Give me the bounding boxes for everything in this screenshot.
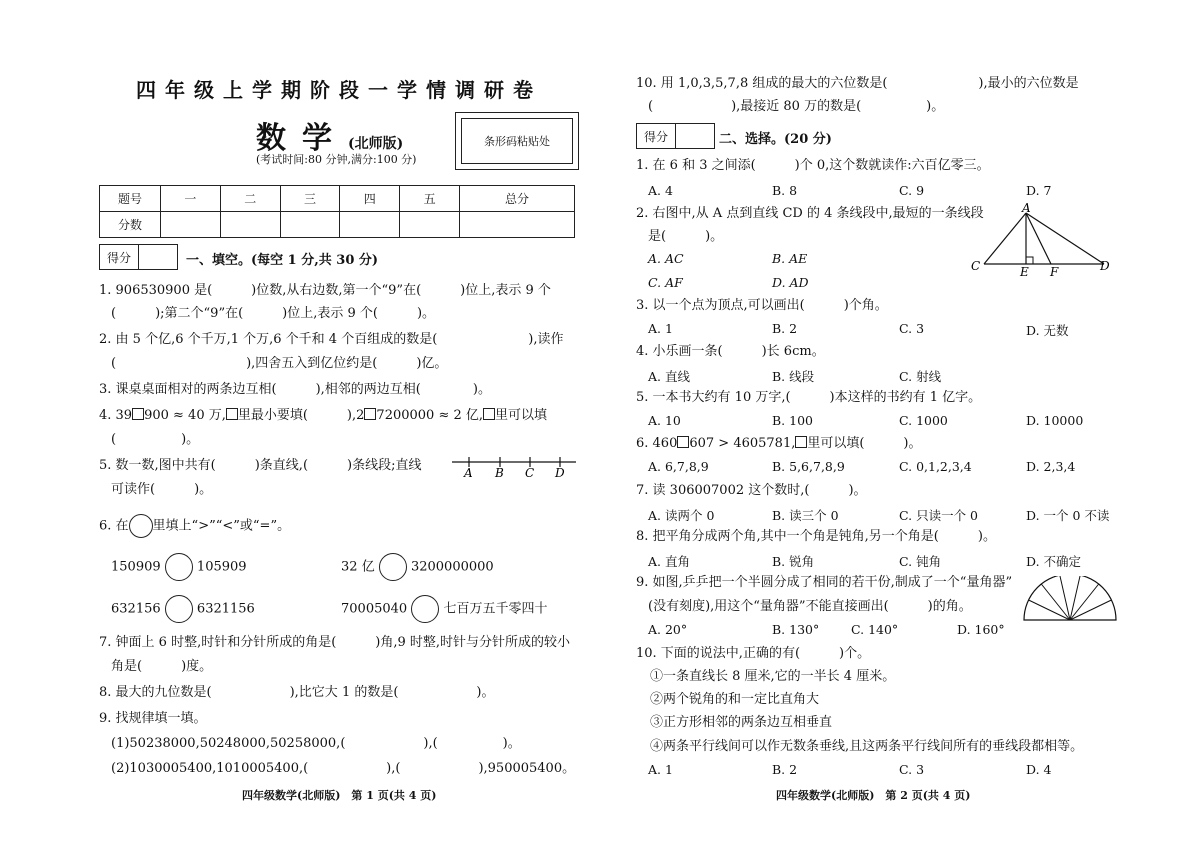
q6-part: 里填上“>”“<”或“=”。 (152, 518, 291, 534)
option-b[interactable]: B. AE (772, 251, 808, 266)
compare-left: 70005040 (341, 601, 408, 617)
option-c[interactable]: C. 3 (899, 762, 925, 777)
option-b[interactable]: B. 锐角 (772, 554, 815, 569)
section2-title: 二、选择。(20 分) (719, 132, 832, 147)
q3: 3. 课桌桌面相对的两条边互相( ),相邻的两边互相( )。 (99, 382, 491, 397)
score-cell[interactable] (340, 212, 400, 238)
circle-icon (129, 514, 153, 538)
q4-line2: ( )。 (111, 432, 200, 447)
q10-fill-line2: ( ),最接近 80 万的数是( )。 (648, 99, 945, 114)
option-d[interactable]: D. 160° (957, 622, 1005, 637)
compare-left: 632156 (111, 601, 161, 617)
statement-3: ③正方形相邻的两条边互相垂直 (650, 715, 833, 730)
defen-label: 得分 (637, 124, 676, 148)
option-b[interactable]: B. 130° (772, 622, 820, 637)
box-icon (677, 436, 689, 448)
option-d[interactable]: D. 4 (1026, 762, 1052, 777)
page-footer: 四年级数学(北师版) 第 1 页(共 4 页) (242, 789, 437, 802)
option-a[interactable]: A. 1 (648, 762, 673, 777)
choice-q3: 3. 以一个点为顶点,可以画出( )个角。 (636, 298, 888, 313)
point-label: E (1020, 265, 1029, 278)
q6-part: 6. 在 (99, 518, 129, 534)
score-table-label: 题号 (100, 186, 161, 212)
option-c[interactable]: C. 140° (851, 622, 899, 637)
option-c[interactable]: C. 1000 (899, 413, 948, 428)
q4-line1 (99, 407, 547, 425)
score-table-label: 分数 (100, 212, 161, 238)
score-cell[interactable] (280, 212, 340, 238)
box-icon (483, 408, 495, 420)
statement-4: ④两条平行线间可以作无数条垂线,且这两条平行线间所有的垂线段都相等。 (650, 739, 1084, 754)
choice-q4: 4. 小乐画一条( )长 6cm。 (636, 344, 825, 359)
option-b[interactable]: B. 8 (772, 183, 798, 198)
q4-part: 里最小要填( ),2 (237, 408, 365, 423)
q5-line1: 5. 数一数,图中共有( )条直线,( )条线段;直线 (99, 458, 422, 473)
option-d[interactable]: D. 一个 0 不读 (1026, 508, 1110, 523)
point-label: A (464, 466, 473, 478)
choice-q2-line2: 是( )。 (648, 229, 724, 244)
protractor-figure (1020, 576, 1120, 624)
option-a[interactable]: A. 直线 (648, 369, 690, 384)
barcode-area (455, 112, 579, 170)
box-icon (226, 408, 238, 420)
option-d[interactable]: D. AD (772, 275, 809, 290)
option-a[interactable]: A. 20° (648, 622, 688, 637)
barcode-label: 条形码粘贴处 (461, 118, 573, 164)
defen-blank[interactable] (676, 124, 714, 148)
option-b[interactable]: B. 5,6,7,8,9 (772, 459, 845, 474)
choice-q5: 5. 一本书大约有 10 万字,( )本这样的书约有 1 亿字。 (636, 390, 982, 405)
compare-circle[interactable] (379, 553, 407, 581)
point-label: D (555, 466, 565, 478)
box-icon (795, 436, 807, 448)
compare-right: 6321156 (196, 601, 255, 617)
compare-left: 150909 (111, 559, 161, 575)
option-a[interactable]: A. 直角 (648, 554, 690, 569)
option-c[interactable]: C. 3 (899, 321, 925, 336)
score-col-1: 一 (161, 186, 221, 212)
choice-q6 (636, 435, 922, 453)
q6-part: 6. 460 (636, 436, 678, 451)
option-d[interactable]: D. 无数 (1026, 323, 1069, 338)
option-d[interactable]: D. 不确定 (1026, 554, 1082, 569)
segment-ac (984, 213, 1026, 264)
q2-line1: 2. 由 5 个亿,6 个千万,1 个万,6 个千和 4 个百组成的数是( ),读作 (99, 332, 564, 347)
option-b[interactable]: B. 线段 (772, 369, 815, 384)
q7-line2: 角是( )度。 (111, 659, 213, 674)
score-cell[interactable] (161, 212, 221, 238)
option-d[interactable]: D. 2,3,4 (1026, 459, 1076, 474)
q4-part: 900 ≈ 40 万, (144, 408, 226, 423)
defen-box (636, 123, 715, 149)
score-table (99, 185, 575, 238)
score-cell[interactable] (220, 212, 280, 238)
score-col-5: 五 (400, 186, 460, 212)
section1-title: 一、填空。(每空 1 分,共 30 分) (186, 253, 379, 268)
point-label: A (1022, 202, 1031, 215)
choice-q10: 10. 下面的说法中,正确的有( )个。 (636, 646, 871, 661)
compare-item (111, 595, 255, 623)
option-c[interactable]: C. AF (648, 275, 683, 290)
compare-item (111, 553, 247, 581)
q4-part: 4. 39 (99, 408, 133, 423)
edition-label: (北师版) (348, 136, 404, 152)
q6-part: 里可以填( )。 (807, 436, 922, 451)
defen-box (99, 244, 178, 270)
statement-1: ①一条直线长 8 厘米,它的一半长 4 厘米。 (650, 669, 896, 684)
option-d[interactable]: D. 7 (1026, 183, 1052, 198)
q9: 9. 找规律填一填。 (99, 711, 207, 726)
exam-title: 四年级上学期阶段一学情调研卷 (136, 78, 542, 102)
statement-2: ②两个锐角的和一定比直角大 (650, 692, 820, 707)
q9-sub2: (2)1030005400,1010005400,( ),( ),950005400。 (111, 761, 576, 776)
compare-right: 3200000000 (410, 559, 494, 575)
point-label: C (525, 466, 535, 478)
option-a[interactable]: A. 10 (648, 413, 681, 428)
point-label: F (1050, 265, 1059, 278)
option-c[interactable]: C. 9 (899, 183, 925, 198)
compare-item (341, 553, 494, 581)
choice-q7: 7. 读 306007002 这个数时,( )。 (636, 483, 867, 498)
subject-title: 数学 (256, 121, 348, 156)
exam-info: (考试时间:80 分钟,满分:100 分) (256, 153, 417, 166)
score-table-score-row (100, 212, 575, 238)
option-c[interactable]: C. 钝角 (899, 554, 942, 569)
q9-sub1: (1)50238000,50248000,50258000,( ),( )。 (111, 736, 521, 751)
segment-ad (1026, 213, 1104, 264)
option-d[interactable]: D. 10000 (1026, 413, 1084, 428)
q1-line2: ( );第二个“9”在( )位上,表示 9 个( )。 (111, 306, 436, 321)
compare-circle[interactable] (165, 595, 193, 623)
option-a[interactable]: A. 读两个 0 (648, 508, 715, 523)
option-a[interactable]: A. 4 (648, 183, 673, 198)
score-col-total: 总分 (459, 186, 574, 212)
q2-line2: ( ),四舍五入到亿位约是( )亿。 (111, 356, 448, 371)
q5-line2: 可读作( )。 (111, 482, 213, 497)
score-col-3: 三 (280, 186, 340, 212)
q4-part: 里可以填 (495, 408, 548, 423)
q10-fill-line1: 10. 用 1,0,3,5,7,8 组成的最大的六位数是( ),最小的六位数是 (636, 76, 1079, 91)
option-a[interactable]: A. AC (648, 251, 684, 266)
option-b[interactable]: B. 读三个 0 (772, 508, 839, 523)
q4-part: 7200000 ≈ 2 亿, (376, 408, 484, 423)
point-label: D (1100, 259, 1110, 273)
choice-q8: 8. 把平角分成两个角,其中一个角是钝角,另一个角是( )。 (636, 529, 996, 544)
box-icon (132, 408, 144, 420)
compare-left: 32 亿 (341, 559, 375, 575)
score-col-2: 二 (220, 186, 280, 212)
option-b[interactable]: B. 2 (772, 762, 798, 777)
score-cell[interactable] (400, 212, 460, 238)
defen-blank[interactable] (139, 245, 177, 269)
choice-q1: 1. 在 6 和 3 之间添( )个 0,这个数就读作:六百亿零三。 (636, 158, 990, 173)
line-diagram (450, 452, 578, 478)
compare-circle[interactable] (165, 553, 193, 581)
option-c[interactable]: C. 只读一个 0 (899, 508, 978, 523)
protractor-division (1070, 600, 1111, 620)
right-angle-mark (1026, 257, 1033, 264)
protractor-arc (1024, 576, 1116, 620)
defen-label: 得分 (100, 245, 139, 269)
protractor-division (1029, 600, 1070, 620)
q6-part: 607 > 4605781, (689, 436, 796, 451)
q7-line1: 7. 钟面上 6 时整,时针和分针所成的角是( )角,9 时整,时针与分针所成的较小 (99, 635, 571, 650)
compare-circle[interactable] (411, 595, 439, 623)
triangle-figure (966, 202, 1114, 278)
option-a[interactable]: A. 1 (648, 321, 673, 336)
score-cell[interactable] (459, 212, 574, 238)
choice-q9: 9. 如图,乒乒把一个半圆分成了相同的若干份,制成了一个“量角器” (636, 575, 1013, 590)
score-col-4: 四 (340, 186, 400, 212)
choice-q2: 2. 右图中,从 A 点到直线 CD 的 4 条线段中,最短的一条线段 (636, 206, 984, 221)
option-c[interactable]: C. 0,1,2,3,4 (899, 459, 972, 474)
point-label: C (971, 259, 981, 273)
option-b[interactable]: B. 100 (772, 413, 813, 428)
option-a[interactable]: A. 6,7,8,9 (648, 459, 709, 474)
q1-line1: 1. 906530900 是( )位数,从右边数,第一个“9”在( )位上,表示 9 个 (99, 283, 551, 298)
right-page (600, 0, 1200, 849)
page-footer: 四年级数学(北师版) 第 2 页(共 4 页) (776, 789, 971, 802)
compare-right: 七百万五千零四十 (443, 601, 548, 617)
box-icon (364, 408, 376, 420)
score-table-header-row (100, 186, 575, 212)
q6 (99, 514, 290, 538)
choice-q9-line2: (没有刻度),用这个“量角器”不能直接画出( )的角。 (648, 599, 972, 614)
point-label: B (495, 466, 504, 478)
option-c[interactable]: C. 射线 (899, 369, 942, 384)
option-b[interactable]: B. 2 (772, 321, 798, 336)
compare-item (341, 595, 547, 623)
q8: 8. 最大的九位数是( ),比它大 1 的数是( )。 (99, 685, 495, 700)
compare-right: 105909 (196, 559, 247, 575)
